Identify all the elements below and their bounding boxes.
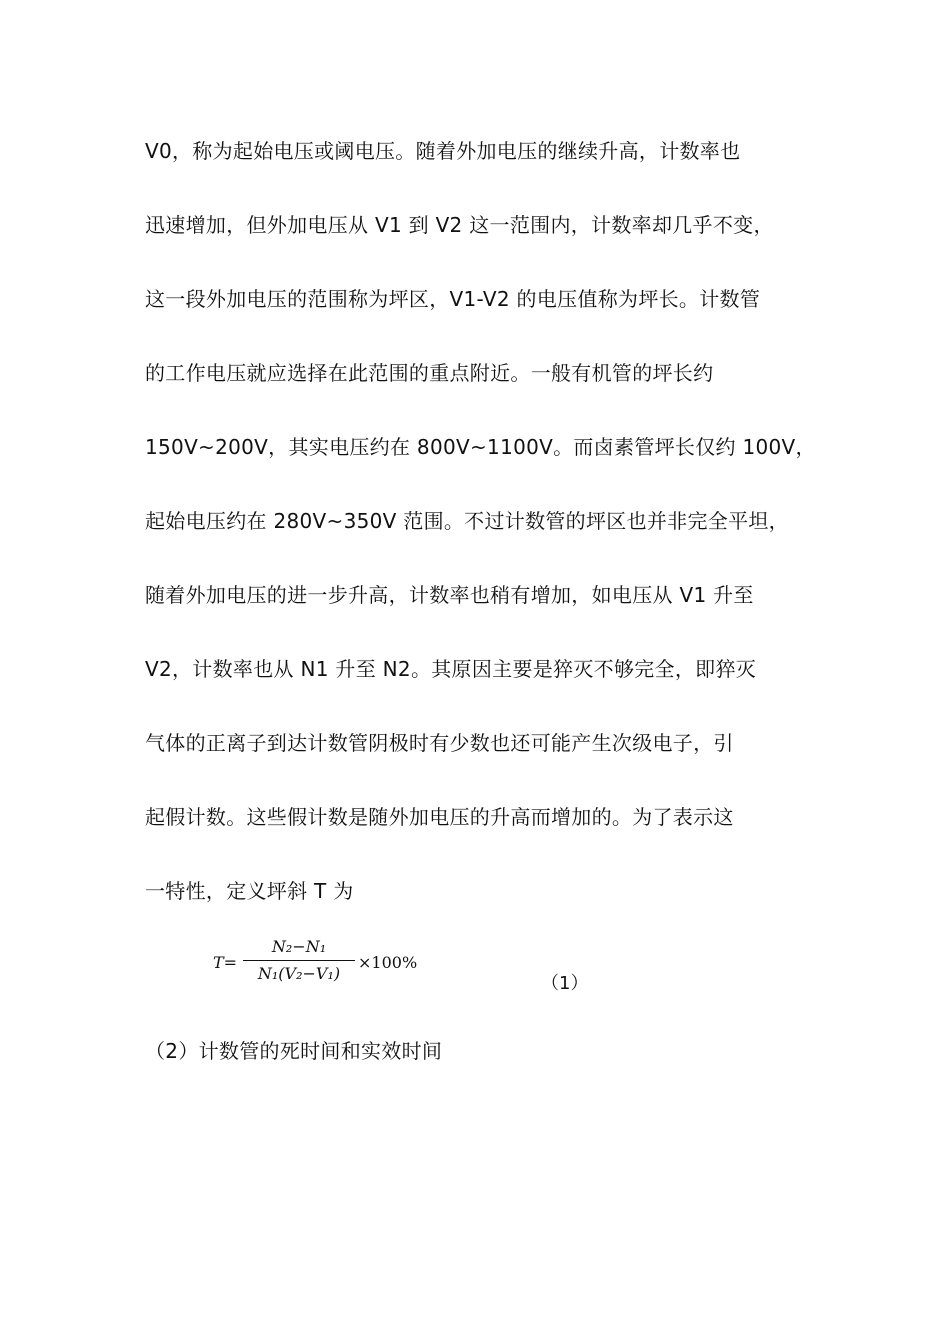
paragraph-line: 150V~200V，其实电压约在 800V~1100V。而卤素管坪长仅约 100V，: [145, 435, 816, 459]
paragraph-line: 气体的正离子到达计数管阴极时有少数也还可能产生次级电子，引: [145, 731, 734, 755]
formula-rhs: ×100%: [358, 953, 418, 972]
plateau-slope-formula: [213, 936, 418, 996]
formula-lhs: T=: [213, 953, 238, 972]
paragraph-line: 这一段外加电压的范围称为坪区，V1-V2 的电压值称为坪长。计数管: [145, 287, 761, 311]
formula-fraction: [243, 936, 355, 985]
formula-numerator: N₂−N₁: [271, 937, 327, 956]
paragraph-line: 随着外加电压的进一步升高，计数率也稍有增加，如电压从 V1 升至: [145, 583, 754, 607]
section-subheading: （2）计数管的死时间和实效时间: [145, 1039, 443, 1063]
paragraph-line: 的工作电压就应选择在此范围的重点附近。一般有机管的坪长约: [145, 361, 714, 385]
equation-number: （1）: [541, 973, 589, 994]
paragraph-line: V2，计数率也从 N1 升至 N2。其原因主要是猝灭不够完全，即猝灭: [145, 657, 757, 681]
formula-denominator: N₁(V₂−V₁): [257, 964, 341, 983]
fraction-bar: [243, 960, 355, 961]
body-paragraph: [145, 131, 835, 945]
paragraph-line: V0，称为起始电压或阈电压。随着外加电压的继续升高，计数率也: [145, 139, 741, 163]
paragraph-line: 起假计数。这些假计数是随外加电压的升高而增加的。为了表示这: [145, 805, 734, 829]
paragraph-line: 一特性，定义坪斜 T 为: [145, 879, 354, 903]
paragraph-line: 迅速增加，但外加电压从 V1 到 V2 这一范围内，计数率却几乎不变，: [145, 213, 774, 237]
paragraph-line: 起始电压约在 280V~350V 范围。不过计数管的坪区也并非完全平坦，: [145, 509, 789, 533]
